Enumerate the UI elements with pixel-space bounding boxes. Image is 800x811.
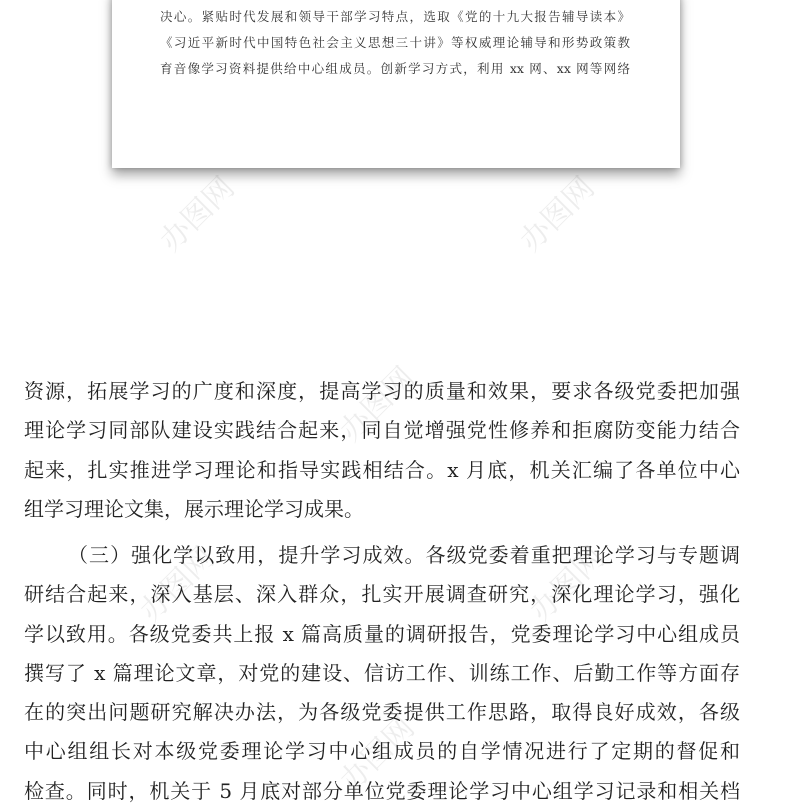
text-line: 资源，拓展学习的广度和深度，提高学习的质量和效果，要求各级党委把加强 <box>24 379 740 403</box>
text-line: （三）强化学以致用，提升学习成效。各级党委着重把理论学习与专题调 <box>68 543 740 567</box>
card-line: 《习近平新时代中国特色社会主义思想三十讲》等权威理论辅导和形势政策教 <box>160 35 630 50</box>
document-preview-card <box>112 0 680 168</box>
text-line: 撰写了 x 篇理论文章，对党的建设、信访工作、训练工作、后勤工作等方面存 <box>24 660 740 685</box>
card-line: 决心。紧贴时代发展和领导干部学习特点，选取《党的十九大报告辅导读本》 <box>160 9 630 24</box>
text-line: 理论学习同部队建设实践结合起来，同自觉增强党性修养和拒腐防变能力结合 <box>24 418 740 443</box>
text-line: 研结合起来，深入基层、深入群众，扎实开展调查研究，深化理论学习，强化 <box>24 582 740 607</box>
card-line: 育音像学习资料提供给中心组成员。创新学习方式，利用 xx 网、xx 网等网络 <box>160 61 630 76</box>
watermark: 办图网 <box>153 170 242 259</box>
watermark: 办图网 <box>133 540 222 629</box>
card-text <box>160 4 630 82</box>
watermark: 办图网 <box>333 360 422 449</box>
watermark: 办图网 <box>513 170 602 259</box>
text-line: 在的突出问题研究解决办法，为各级党委提供工作思路，取得良好成效，各级 <box>24 700 740 725</box>
text-line: 中心组组长对本级党委理论学习中心组成员的自学情况进行了定期的督促和 <box>24 739 740 764</box>
watermark: 办图网 <box>333 710 422 799</box>
text-line: 检查。同时，机关于 5 月底对部分单位党委理论学习中心组学习记录和相关档 <box>24 778 740 803</box>
watermark: 办图网 <box>523 540 612 629</box>
text-line: 学以致用。各级党委共上报 x 篇高质量的调研报告，党委理论学习中心组成员 <box>24 621 740 646</box>
text-line: 起来，扎实推进学习理论和指导实践相结合。x 月底，机关汇编了各单位中心 <box>24 457 740 482</box>
paragraph-1 <box>24 372 740 529</box>
text-line: 组学习理论文集，展示理论学习成果。 <box>24 496 364 521</box>
paragraph-2 <box>24 536 740 811</box>
